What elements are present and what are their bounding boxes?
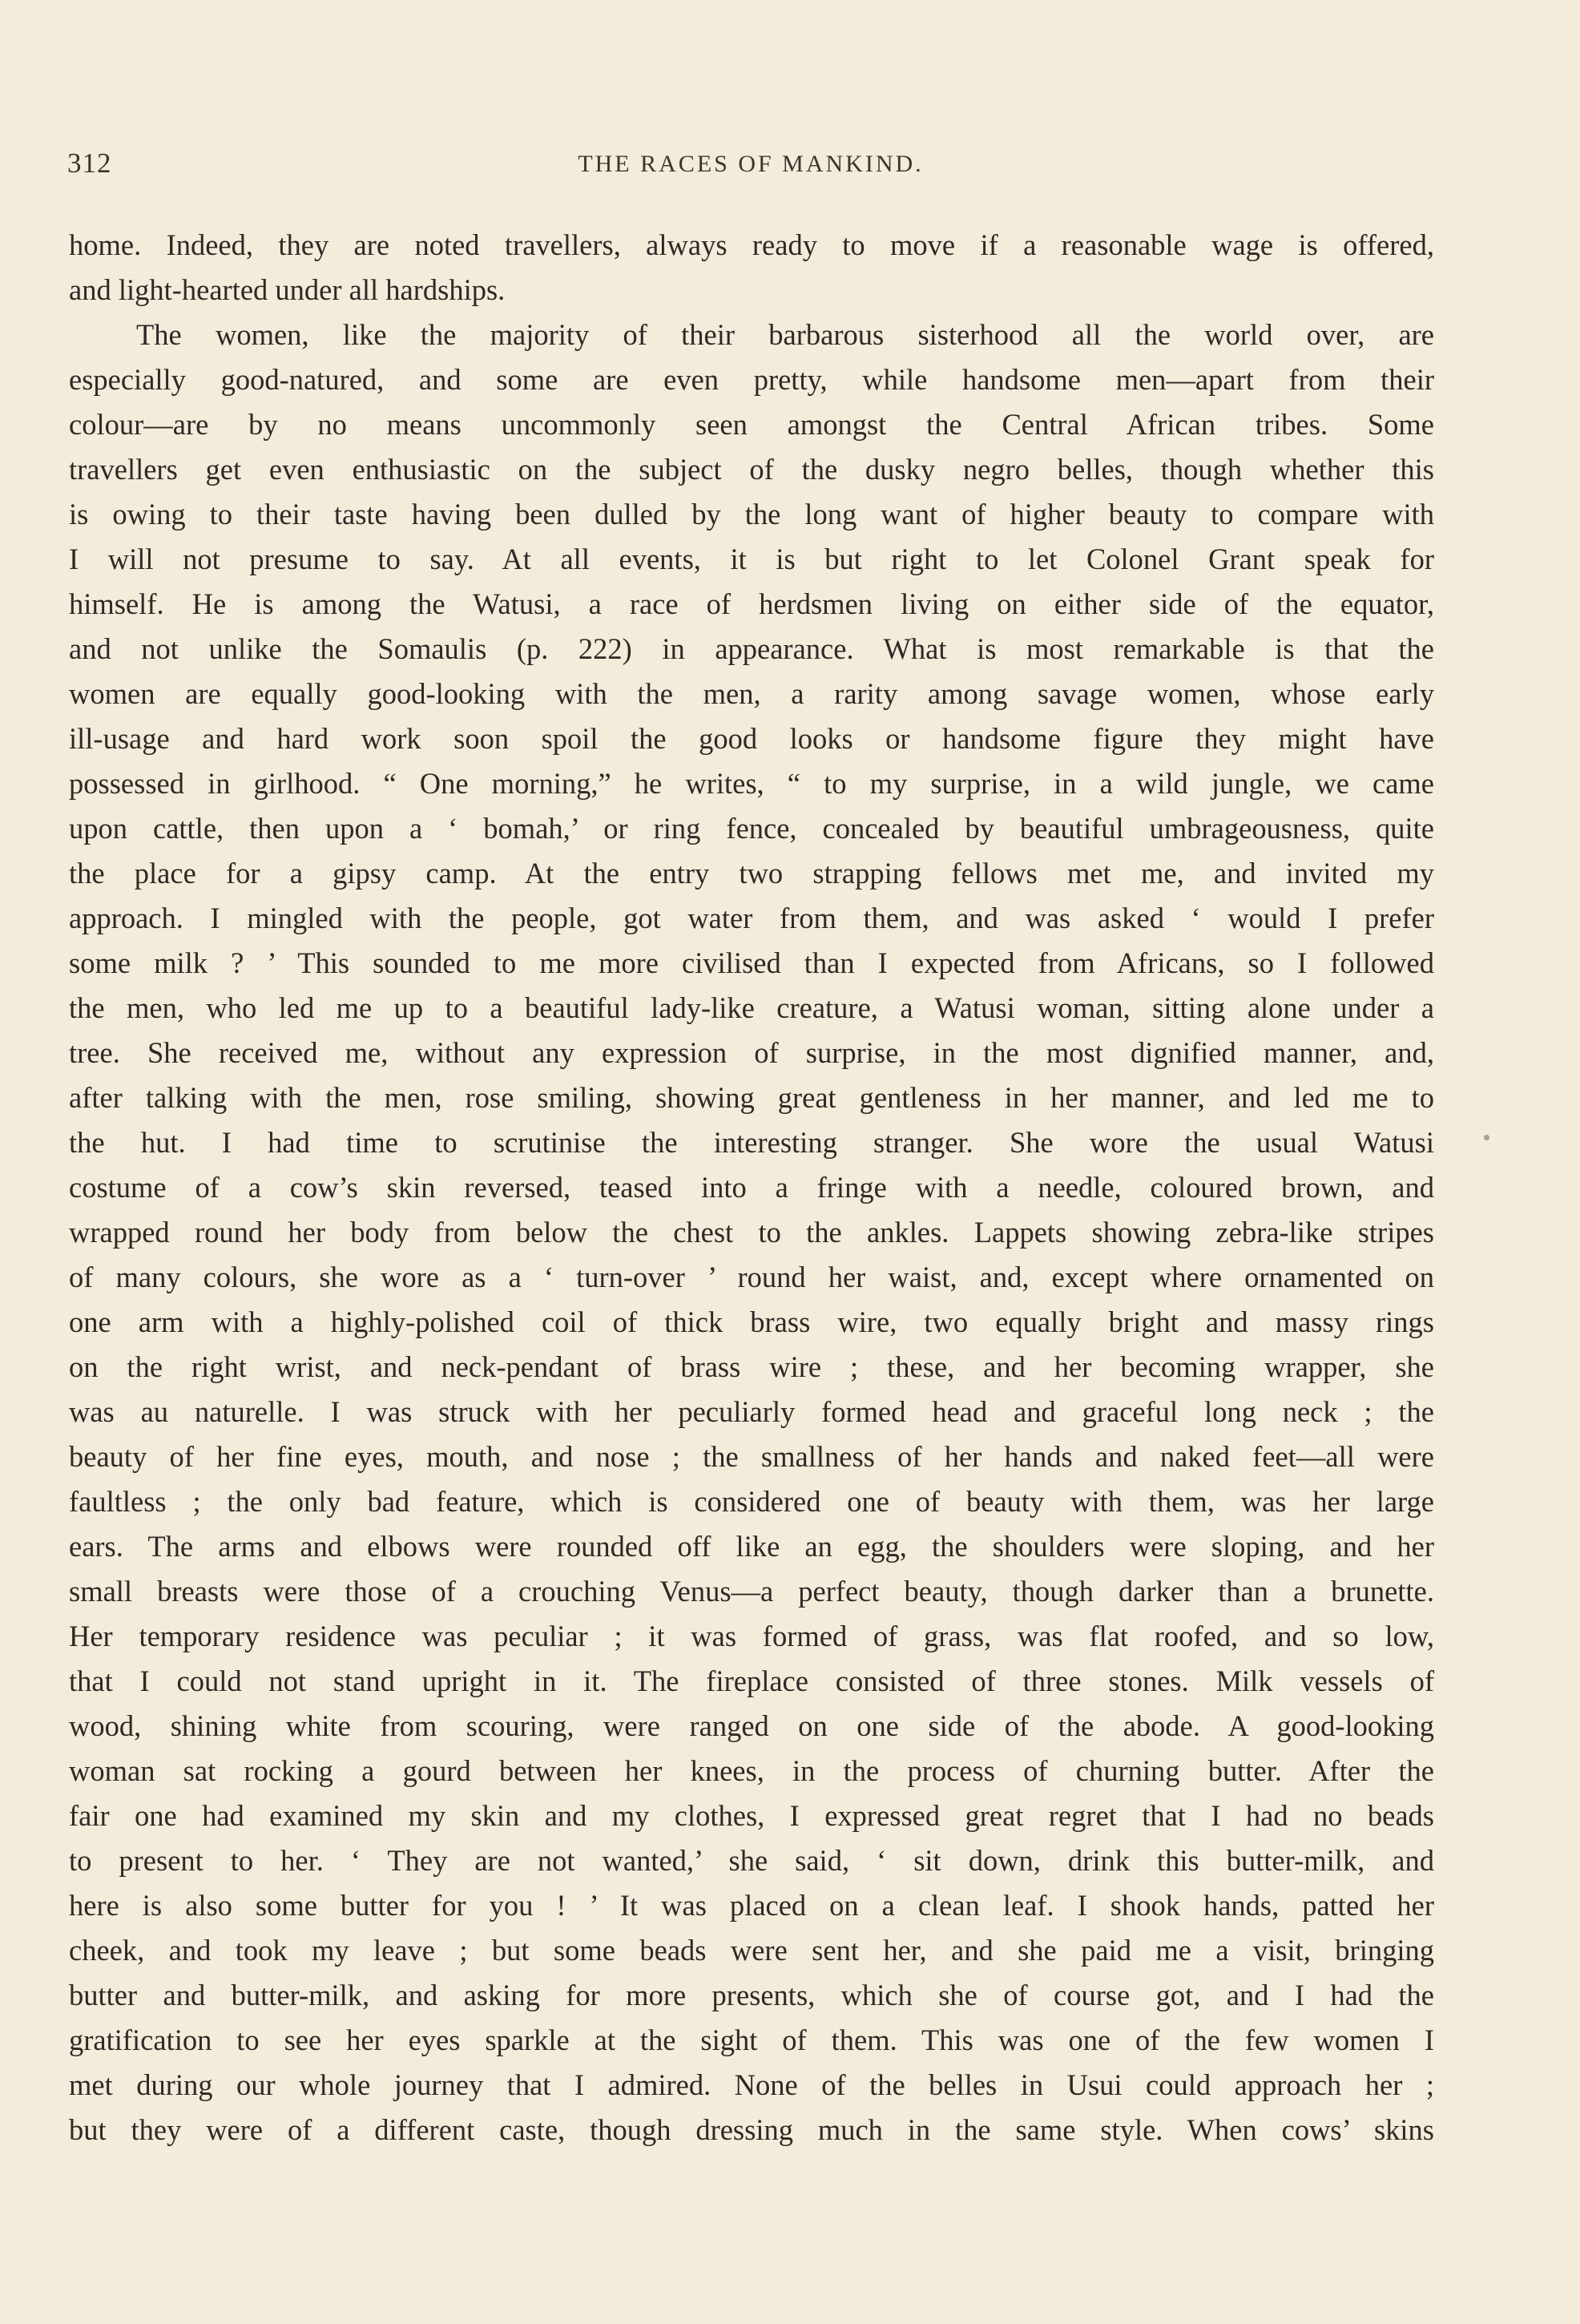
text-line: possessed in girlhood. “ One morning,” he writes, “ to my surprise, in a wild jungle, we came bbox=[69, 767, 1434, 800]
text-line: the men, who led me up to a beautiful lady-like creature, a Watusi woman, sitting alone under a bbox=[69, 991, 1434, 1024]
body-text bbox=[69, 223, 1434, 2153]
text-line: and light-hearted under all hardships. bbox=[69, 273, 506, 306]
text-line: Her temporary residence was peculiar ; it was formed of grass, was flat roofed, and so low, bbox=[69, 1620, 1434, 1652]
text-line: gratification to see her eyes sparkle at the sight of them. This was one of the few women I bbox=[69, 2023, 1434, 2056]
text-line: home. Indeed, they are noted travellers, always ready to move if a reasonable wage is offered, bbox=[69, 228, 1434, 261]
text-line: and not unlike the Somaulis (p. 222) in appearance. What is most remarkable is that the bbox=[69, 632, 1434, 665]
text-line: but they were of a different caste, though dressing much in the same style. When cows’ skins bbox=[69, 2113, 1434, 2146]
text-line: small breasts were those of a crouching Venus—a perfect beauty, though darker than a brunette. bbox=[69, 1575, 1434, 1608]
text-line: woman sat rocking a gourd between her knees, in the process of churning butter. After the bbox=[69, 1754, 1434, 1787]
text-line: upon cattle, then upon a ‘ bomah,’ or ring fence, concealed by beautiful umbrageousness, quite bbox=[69, 812, 1434, 845]
text-line: was au naturelle. I was struck with her peculiarly formed head and graceful long neck ; the bbox=[69, 1395, 1434, 1428]
text-line: approach. I mingled with the people, got water from them, and was asked ‘ would I prefer bbox=[69, 902, 1434, 934]
text-line: to present to her. ‘ They are not wanted,’ she said, ‘ sit down, drink this butter-milk, and bbox=[69, 1844, 1434, 1877]
text-line: here is also some butter for you ! ’ It was placed on a clean leaf. I shook hands, patted her bbox=[69, 1889, 1434, 1922]
page-number: 312 bbox=[67, 147, 112, 179]
text-line: beauty of her fine eyes, mouth, and nose ; the smallness of her hands and naked feet—all were bbox=[69, 1440, 1434, 1473]
text-line: after talking with the men, rose smiling, showing great gentleness in her manner, and led me to bbox=[69, 1081, 1434, 1114]
text-line: on the right wrist, and neck-pendant of brass wire ; these, and her becoming wrapper, she bbox=[69, 1350, 1434, 1383]
text-line: one arm with a highly-polished coil of thick brass wire, two equally bright and massy rings bbox=[69, 1305, 1434, 1338]
text-line: women are equally good-looking with the men, a rarity among savage women, whose early bbox=[69, 677, 1434, 710]
text-line: the hut. I had time to scrutinise the interesting stranger. She wore the usual Watusi bbox=[69, 1126, 1434, 1159]
text-line: wood, shining white from scouring, were ranged on one side of the abode. A good-looking bbox=[69, 1709, 1434, 1742]
text-line: the place for a gipsy camp. At the entry two strapping fellows met me, and invited my bbox=[69, 857, 1434, 890]
text-line: colour—are by no means uncommonly seen amongst the Central African tribes. Some bbox=[69, 408, 1434, 441]
text-line: himself. He is among the Watusi, a race of herdsmen living on either side of the equator, bbox=[69, 587, 1434, 620]
text-line: travellers get even enthusiastic on the subject of the dusky negro belles, though whether this bbox=[69, 453, 1434, 486]
text-line: that I could not stand upright in it. The fireplace consisted of three stones. Milk vessels of bbox=[69, 1664, 1434, 1697]
text-line: especially good-natured, and some are even pretty, while handsome men—apart from their bbox=[69, 363, 1434, 396]
running-head bbox=[67, 147, 1434, 180]
text-line: faultless ; the only bad feature, which is considered one of beauty with them, was her large bbox=[69, 1485, 1434, 1518]
text-line: I will not presume to say. At all events, it is but right to let Colonel Grant speak for bbox=[69, 543, 1434, 575]
running-title: THE RACES OF MANKIND. bbox=[578, 151, 924, 177]
paper-speck bbox=[1484, 1135, 1489, 1140]
text-line: met during our whole journey that I admired. None of the belles in Usui could approach her ; bbox=[69, 2068, 1434, 2101]
text-line: tree. She received me, without any expression of surprise, in the most dignified manner, and, bbox=[69, 1036, 1434, 1069]
text-line: wrapped round her body from below the chest to the ankles. Lappets showing zebra-like stripes bbox=[69, 1216, 1434, 1249]
text-line: ears. The arms and elbows were rounded off like an egg, the shoulders were sloping, and her bbox=[69, 1530, 1434, 1563]
text-line: The women, like the majority of their barbarous sisterhood all the world over, are bbox=[136, 318, 1434, 351]
text-line: fair one had examined my skin and my clothes, I expressed great regret that I had no beads bbox=[69, 1799, 1434, 1832]
text-line: cheek, and took my leave ; but some beads were sent her, and she paid me a visit, bringing bbox=[69, 1934, 1434, 1967]
text-line: butter and butter-milk, and asking for more presents, which she of course got, and I had the bbox=[69, 1979, 1434, 2011]
text-line: some milk ? ’ This sounded to me more civilised than I expected from Africans, so I followed bbox=[69, 946, 1434, 979]
text-line: ill-usage and hard work soon spoil the good looks or handsome figure they might have bbox=[69, 722, 1434, 755]
text-line: costume of a cow’s skin reversed, teased into a fringe with a needle, coloured brown, and bbox=[69, 1171, 1434, 1204]
text-line: is owing to their taste having been dulled by the long want of higher beauty to compare with bbox=[69, 498, 1434, 531]
text-line: of many colours, she wore as a ‘ turn-over ’ round her waist, and, except where ornamented on bbox=[69, 1261, 1434, 1293]
